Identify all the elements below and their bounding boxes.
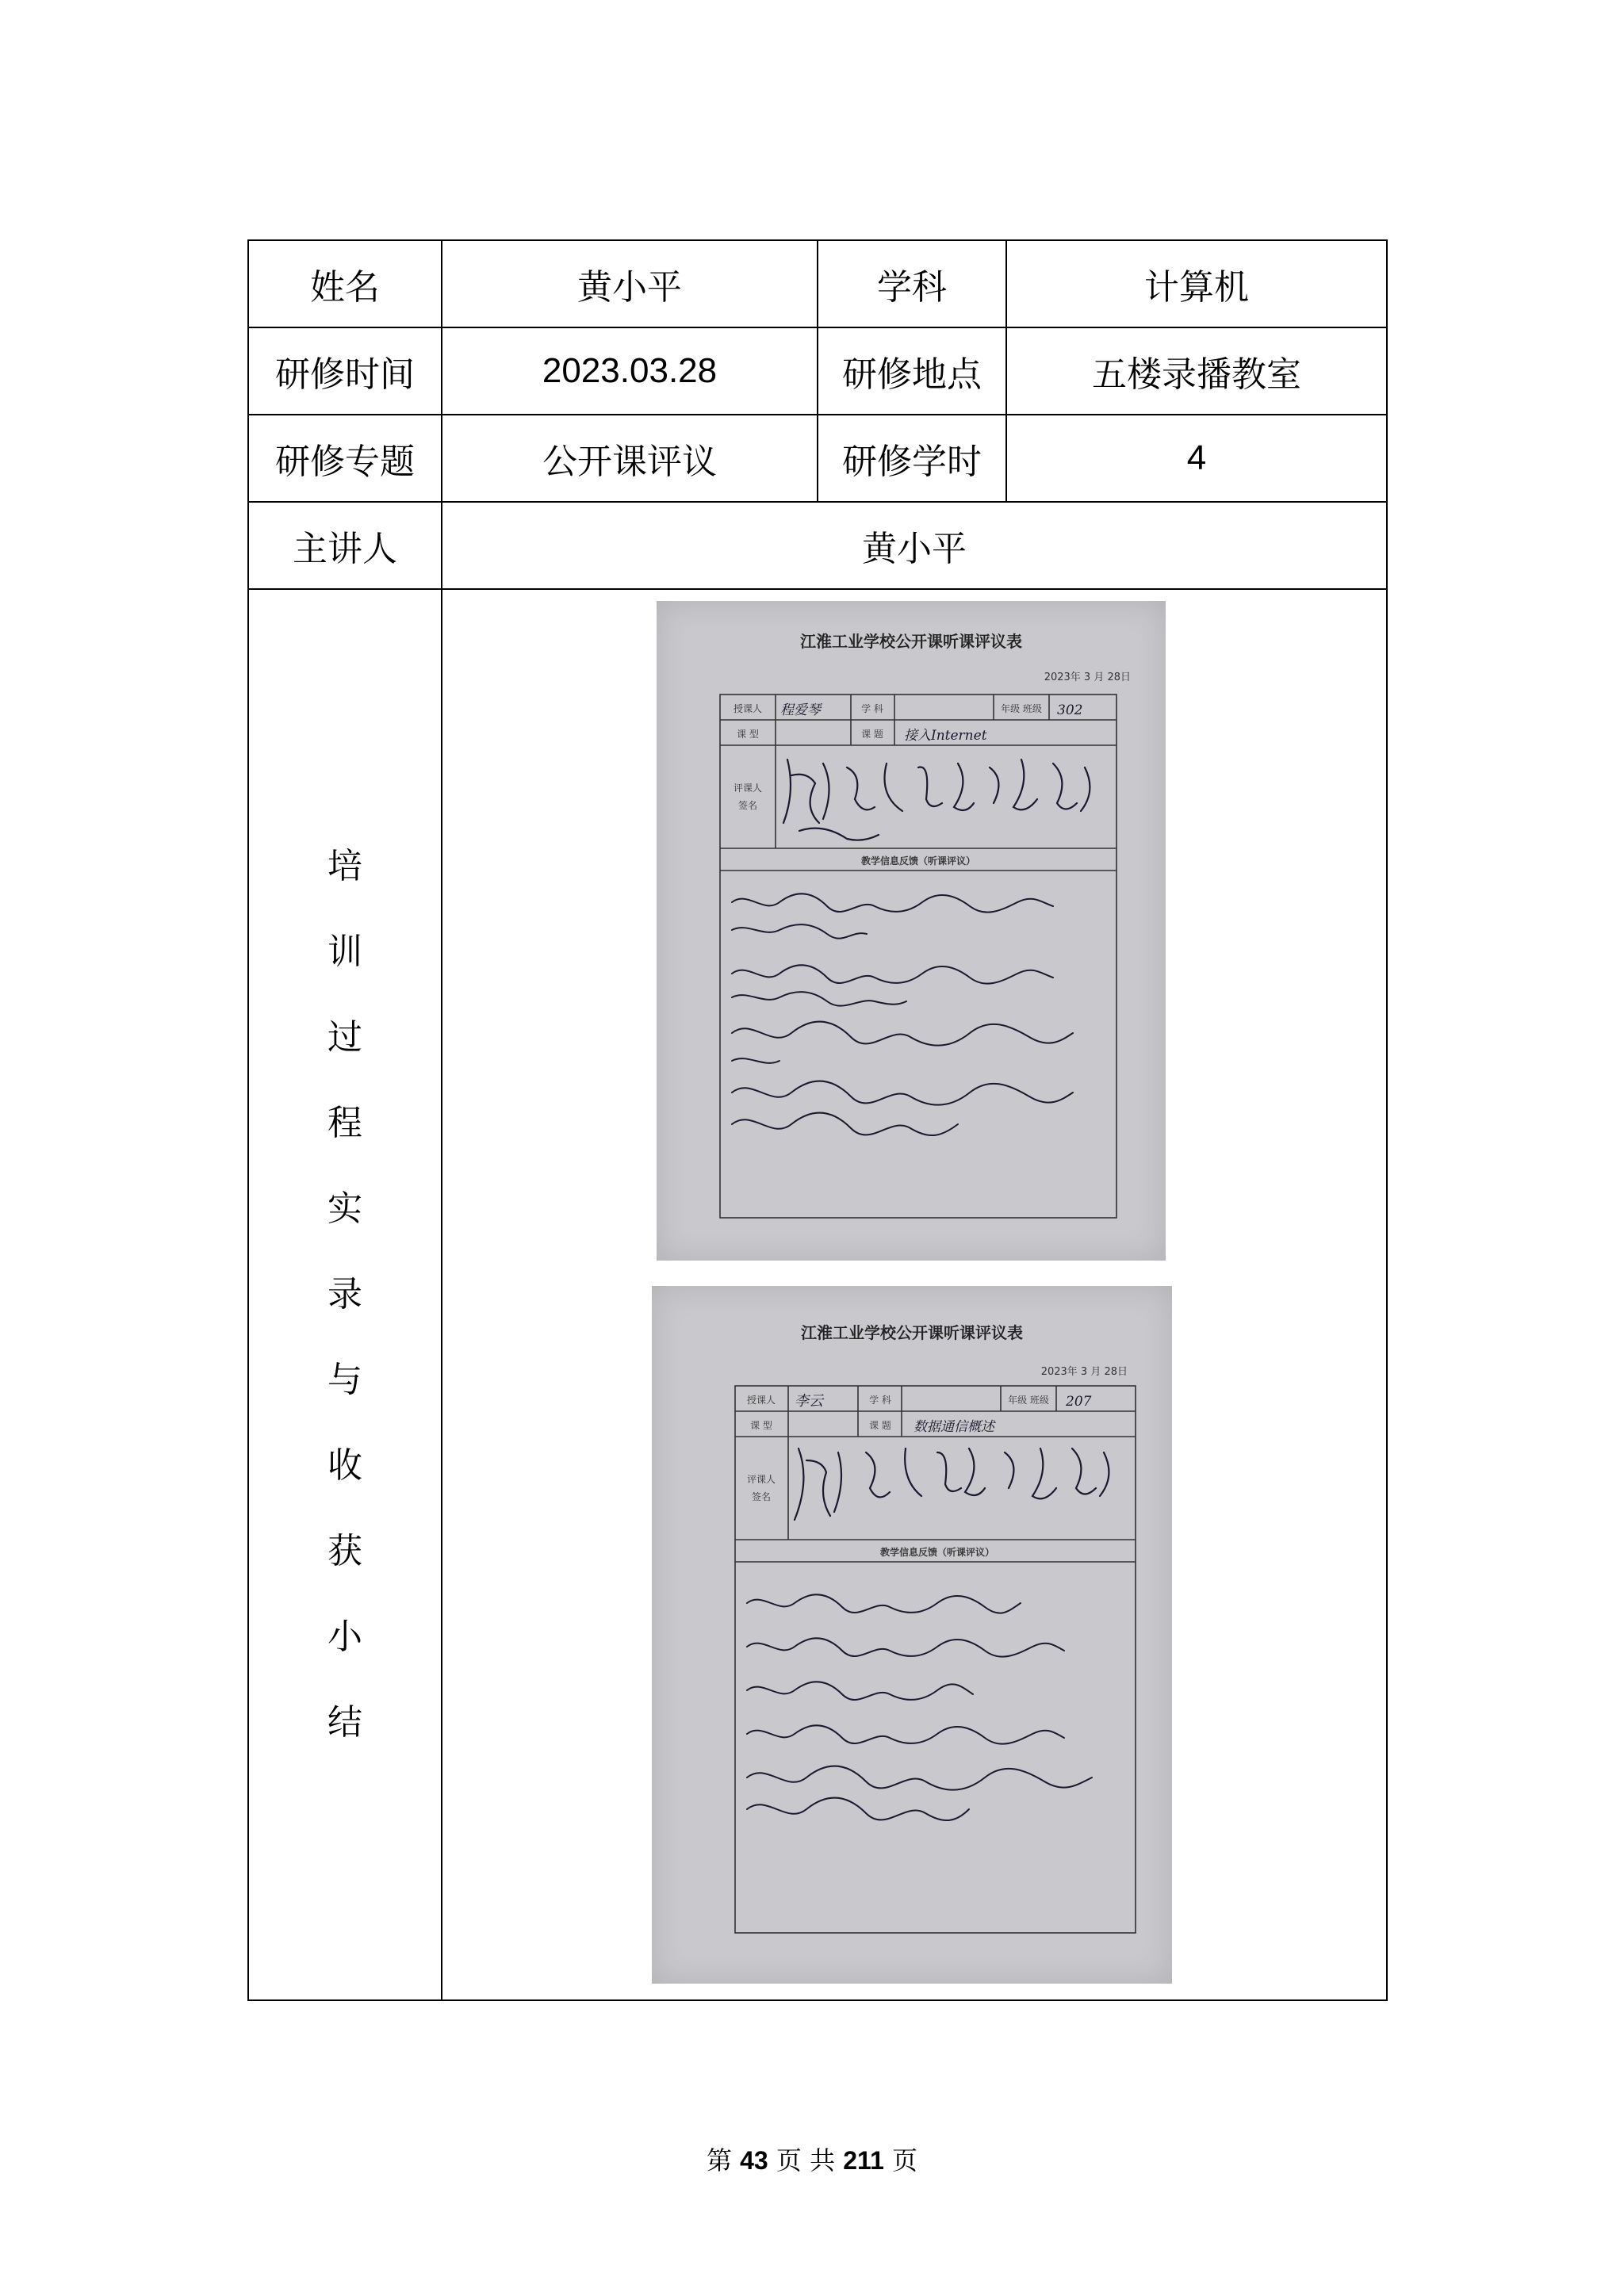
total-pages: 211: [843, 2146, 884, 2175]
reviewers-label: 评课人: [746, 1474, 776, 1485]
form-date: 2023年 3 月 28日: [1040, 1366, 1128, 1378]
hours-value: 4: [1006, 415, 1387, 502]
row-topic-hours: [248, 415, 1387, 502]
handwriting-feedback: [747, 1594, 1092, 1820]
process-label-char: 实: [327, 1188, 362, 1229]
teacher-value: 李云: [795, 1393, 823, 1410]
hours-label: 研修学时: [818, 415, 1006, 502]
subject-label: 学 科: [861, 703, 883, 714]
process-label-char: 培: [327, 846, 362, 886]
footer-middle: 页 共: [776, 2145, 836, 2175]
row-name-subject: [248, 240, 1387, 327]
name-label: 姓名: [248, 240, 442, 327]
process-label-char: 程: [327, 1103, 362, 1143]
topic-label: 研修专题: [248, 415, 442, 502]
form-title: 江淮工业学校公开课听课评议表: [800, 632, 1022, 651]
subject-label: 学 科: [869, 1395, 891, 1406]
reviewers-label: 签名: [737, 800, 758, 811]
subject-value: 计算机: [1006, 240, 1387, 327]
subject-label: 学科: [818, 240, 1006, 327]
form-date: 2023年 3 月 28日: [1044, 672, 1131, 683]
row-time-place: [248, 327, 1387, 415]
speaker-value: 黄小平: [442, 502, 1387, 589]
process-label-char: 获: [327, 1531, 362, 1571]
teacher-label: 授课人: [746, 1395, 776, 1406]
topic-value: 数据通信概述: [914, 1419, 994, 1435]
process-label-char: 录: [327, 1274, 362, 1314]
speaker-label: 主讲人: [248, 502, 442, 589]
process-label-char: 训: [327, 932, 362, 972]
process-label-char: 与: [327, 1360, 362, 1400]
teacher-value: 程爱琴: [780, 702, 821, 718]
handwriting-scribbles: [783, 760, 1090, 840]
class-value: 302: [1057, 702, 1083, 718]
time-value: 2023.03.28: [442, 327, 818, 415]
handwriting-feedback: [732, 894, 1073, 1135]
process-label-char: 过: [327, 1017, 362, 1058]
type-label: 课 型: [737, 729, 759, 740]
class-label: 年级 班级: [1008, 1395, 1049, 1406]
topic-label: 课 题: [861, 729, 883, 740]
handwriting-scribbles: [795, 1448, 1109, 1520]
teacher-label: 授课人: [733, 703, 763, 714]
topic-value: 接入Internet: [904, 728, 987, 744]
footer-suffix: 页: [892, 2145, 918, 2175]
type-label: 课 型: [750, 1420, 772, 1431]
class-label: 年级 班级: [1001, 703, 1042, 714]
topic-value: 公开课评议: [442, 415, 818, 502]
photos-cell: [442, 589, 1387, 2000]
reviewers-label: 签名: [751, 1491, 772, 1502]
topic-label: 课 题: [869, 1420, 891, 1431]
reviewers-label: 评课人: [733, 783, 763, 794]
place-label: 研修地点: [818, 327, 1006, 415]
class-value: 207: [1066, 1394, 1092, 1410]
evaluation-form-photo-1: [657, 601, 1166, 1261]
process-label-char: 收: [327, 1445, 362, 1486]
process-label-char: 结: [327, 1702, 362, 1743]
training-record-table: [247, 239, 1388, 2001]
form-title: 江淮工业学校公开课听课评议表: [801, 1323, 1023, 1342]
place-value: 五楼录播教室: [1006, 327, 1387, 415]
process-label-char: 小: [327, 1617, 362, 1657]
page-footer: [0, 2141, 1624, 2177]
footer-prefix: 第: [706, 2145, 732, 2175]
feedback-header: 教学信息反馈（听课评议）: [860, 855, 976, 867]
page-number: 43: [740, 2146, 768, 2175]
time-label: 研修时间: [248, 327, 442, 415]
row-process: [248, 589, 1387, 2000]
name-value: 黄小平: [442, 240, 818, 327]
process-label: [248, 589, 442, 2000]
feedback-header: 教学信息反馈（听课评议）: [879, 1547, 995, 1558]
evaluation-form-photo-2: [652, 1286, 1172, 1984]
row-speaker: [248, 502, 1387, 589]
